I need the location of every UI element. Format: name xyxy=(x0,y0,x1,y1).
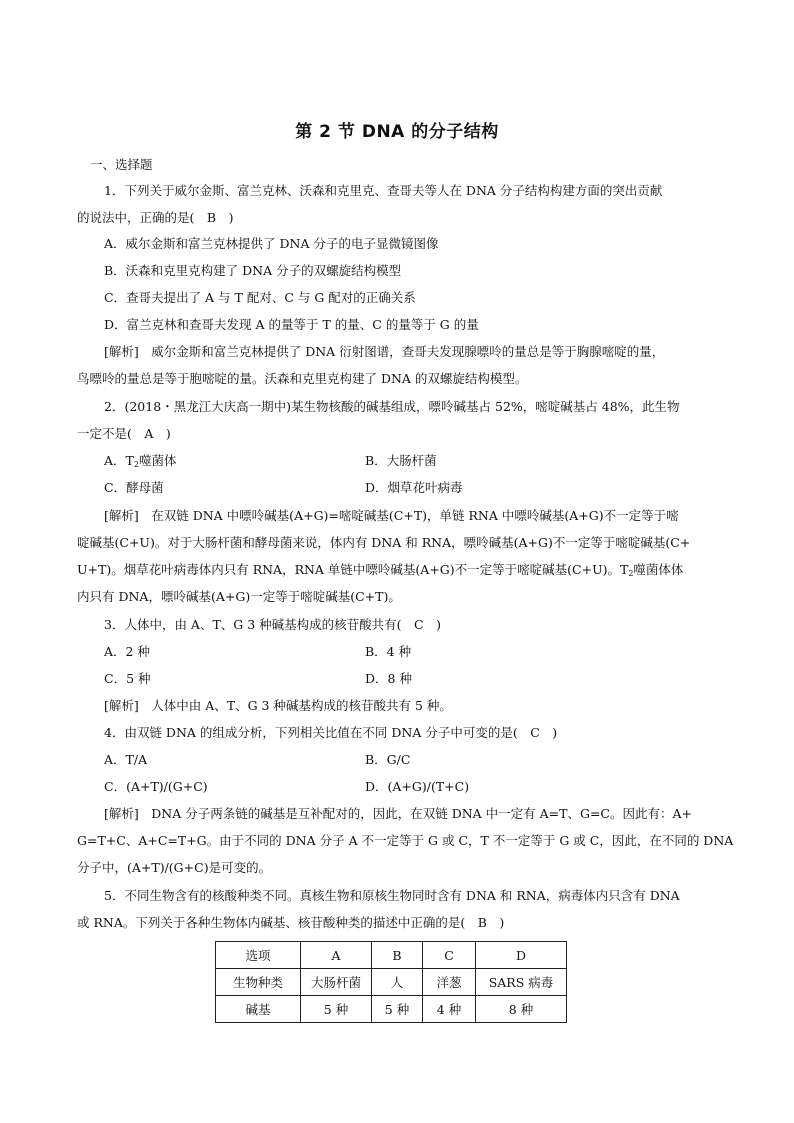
q1-analysis-line1: [解析] 威尔金斯和富兰克林提供了 DNA 衍射图谱，查哥夫发现腺嘌呤的量总是等于胸腺嘧啶的量， xyxy=(104,344,665,359)
q4-analysis-line1: [解析] DNA 分子两条链的碱基是互补配对的，因此，在双链 DNA 中一定有 A=T、G=C。因此有：A+ xyxy=(104,806,692,821)
table-cell: 人 xyxy=(372,969,423,996)
q5-stem-line2: 或 RNA。下列关于各种生物体内碱基、核苷酸种类的描述中正确的是( B ) xyxy=(77,915,505,930)
table-cell: 5 种 xyxy=(301,996,372,1023)
q2-analysis-line2: 啶碱基(C+U)。对于大肠杆菌和酵母菌来说，体内有 DNA 和 RNA，嘌呤碱基(A+G)不一定等于嘧啶碱基(C+ xyxy=(77,535,691,550)
q2-option-a-sub: 2 xyxy=(133,460,139,469)
page-title: 第 2 节 DNA 的分子结构 xyxy=(295,122,499,142)
q3-option-d: D．8 种 xyxy=(365,671,412,686)
q2-option-c: C．酵母菌 xyxy=(104,480,164,495)
q1-stem-line1: 1．下列关于威尔金斯、富兰克林、沃森和克里克、查哥夫等人在 DNA 分子结构构建方面的突出贡献 xyxy=(104,183,663,198)
q1-option-b: B．沃森和克里克构建了 DNA 分子的双螺旋结构模型 xyxy=(104,263,402,278)
table-cell: B xyxy=(372,942,423,969)
q3-option-b: B．4 种 xyxy=(365,644,412,659)
table-row xyxy=(216,996,567,1023)
section-heading: 一、选择题 xyxy=(90,157,153,172)
q1-option-d: D．富兰克林和查哥夫发现 A 的量等于 T 的量、C 的量等于 G 的量 xyxy=(104,317,479,332)
table-cell: SARS 病毒 xyxy=(476,969,567,996)
q2-option-a-post: 噬菌体 xyxy=(138,453,177,468)
table-cell: 生物种类 xyxy=(216,969,301,996)
q4-option-a: A．T/A xyxy=(104,752,148,767)
q2-analysis-line4: 内只有 DNA，嘌呤碱基(A+G)一定等于嘧啶碱基(C+T)。 xyxy=(77,589,401,604)
table-cell: 碱基 xyxy=(216,996,301,1023)
q4-analysis-line3: 分子中，(A+T)/(G+C)是可变的。 xyxy=(77,860,272,875)
q2-analysis-line1: [解析] 在双链 DNA 中嘌呤碱基(A+G)=嘧啶碱基(C+T)，单链 RNA 中嘌呤碱基(A+G)不一定等于嘧 xyxy=(104,508,679,523)
q1-stem-line2: 的说法中，正确的是( B ) xyxy=(77,210,234,225)
q4-analysis-line2: G=T+C、A+C=T+G。由于不同的 DNA 分子 A 不一定等于 G 或 C，T 不一定等于 G 或 C，因此，在不同的 DNA xyxy=(77,833,734,848)
table-cell: C xyxy=(423,942,476,969)
q4-option-b: B．G/C xyxy=(365,752,411,767)
table-cell: 5 种 xyxy=(372,996,423,1023)
table-cell: 4 种 xyxy=(423,996,476,1023)
table-row xyxy=(216,969,567,996)
q3-analysis: [解析] 人体中由 A、T、G 3 种碱基构成的核苷酸共有 5 种。 xyxy=(104,698,452,713)
q2-option-b: B．大肠杆菌 xyxy=(365,453,437,468)
q4-option-c: C．(A+T)/(G+C) xyxy=(104,779,208,794)
q2-analysis-line3-pre: U+T)。烟草花叶病毒体内只有 RNA，RNA 单链中嘌呤碱基(A+G)不一定等于嘧啶碱基(C+U)。T xyxy=(77,562,629,577)
table-cell: A xyxy=(301,942,372,969)
q3-stem: 3．人体中，由 A、T、G 3 种碱基构成的核苷酸共有( C ) xyxy=(104,617,441,632)
table-cell: 大肠杆菌 xyxy=(301,969,372,996)
table-cell: 洋葱 xyxy=(423,969,476,996)
q2-analysis-line3-post: 噬菌体体 xyxy=(633,562,684,577)
table-row xyxy=(216,942,567,969)
q5-stem-line1: 5．不同生物含有的核酸种类不同。真核生物和原核生物同时含有 DNA 和 RNA，病毒体内只含有 DNA xyxy=(104,888,680,903)
table-cell: 8 种 xyxy=(476,996,567,1023)
q2-option-a-pre: A．T xyxy=(104,453,134,468)
q1-analysis-line2: 鸟嘌呤的量总是等于胞嘧啶的量。沃森和克里克构建了 DNA 的双螺旋结构模型。 xyxy=(77,371,528,386)
q1-option-a: A．威尔金斯和富兰克林提供了 DNA 分子的电子显微镜图像 xyxy=(104,236,439,251)
q2-option-a xyxy=(104,453,176,473)
q4-option-d: D．(A+G)/(T+C) xyxy=(365,779,470,794)
q2-analysis-line3-sub: 2 xyxy=(628,569,634,578)
q2-analysis-line3 xyxy=(77,562,683,582)
q3-option-a: A．2 种 xyxy=(104,644,150,659)
q5-options-table xyxy=(215,941,567,1023)
q4-stem: 4．由双链 DNA 的组成分析，下列相关比值在不同 DNA 分子中可变的是( C ) xyxy=(104,725,558,740)
q2-stem-line2: 一定不是( A ) xyxy=(77,426,171,441)
table-cell: 选项 xyxy=(216,942,301,969)
q1-option-c: C．查哥夫提出了 A 与 T 配对、C 与 G 配对的正确关系 xyxy=(104,290,416,305)
q2-stem-line1: 2．(2018・黑龙江大庆高一期中)某生物核酸的碱基组成，嘌呤碱基占 52%，嘧啶碱基占 48%，此生物 xyxy=(104,399,680,414)
q3-option-c: C．5 种 xyxy=(104,671,151,686)
q2-option-d: D．烟草花叶病毒 xyxy=(365,480,463,495)
table-cell: D xyxy=(476,942,567,969)
